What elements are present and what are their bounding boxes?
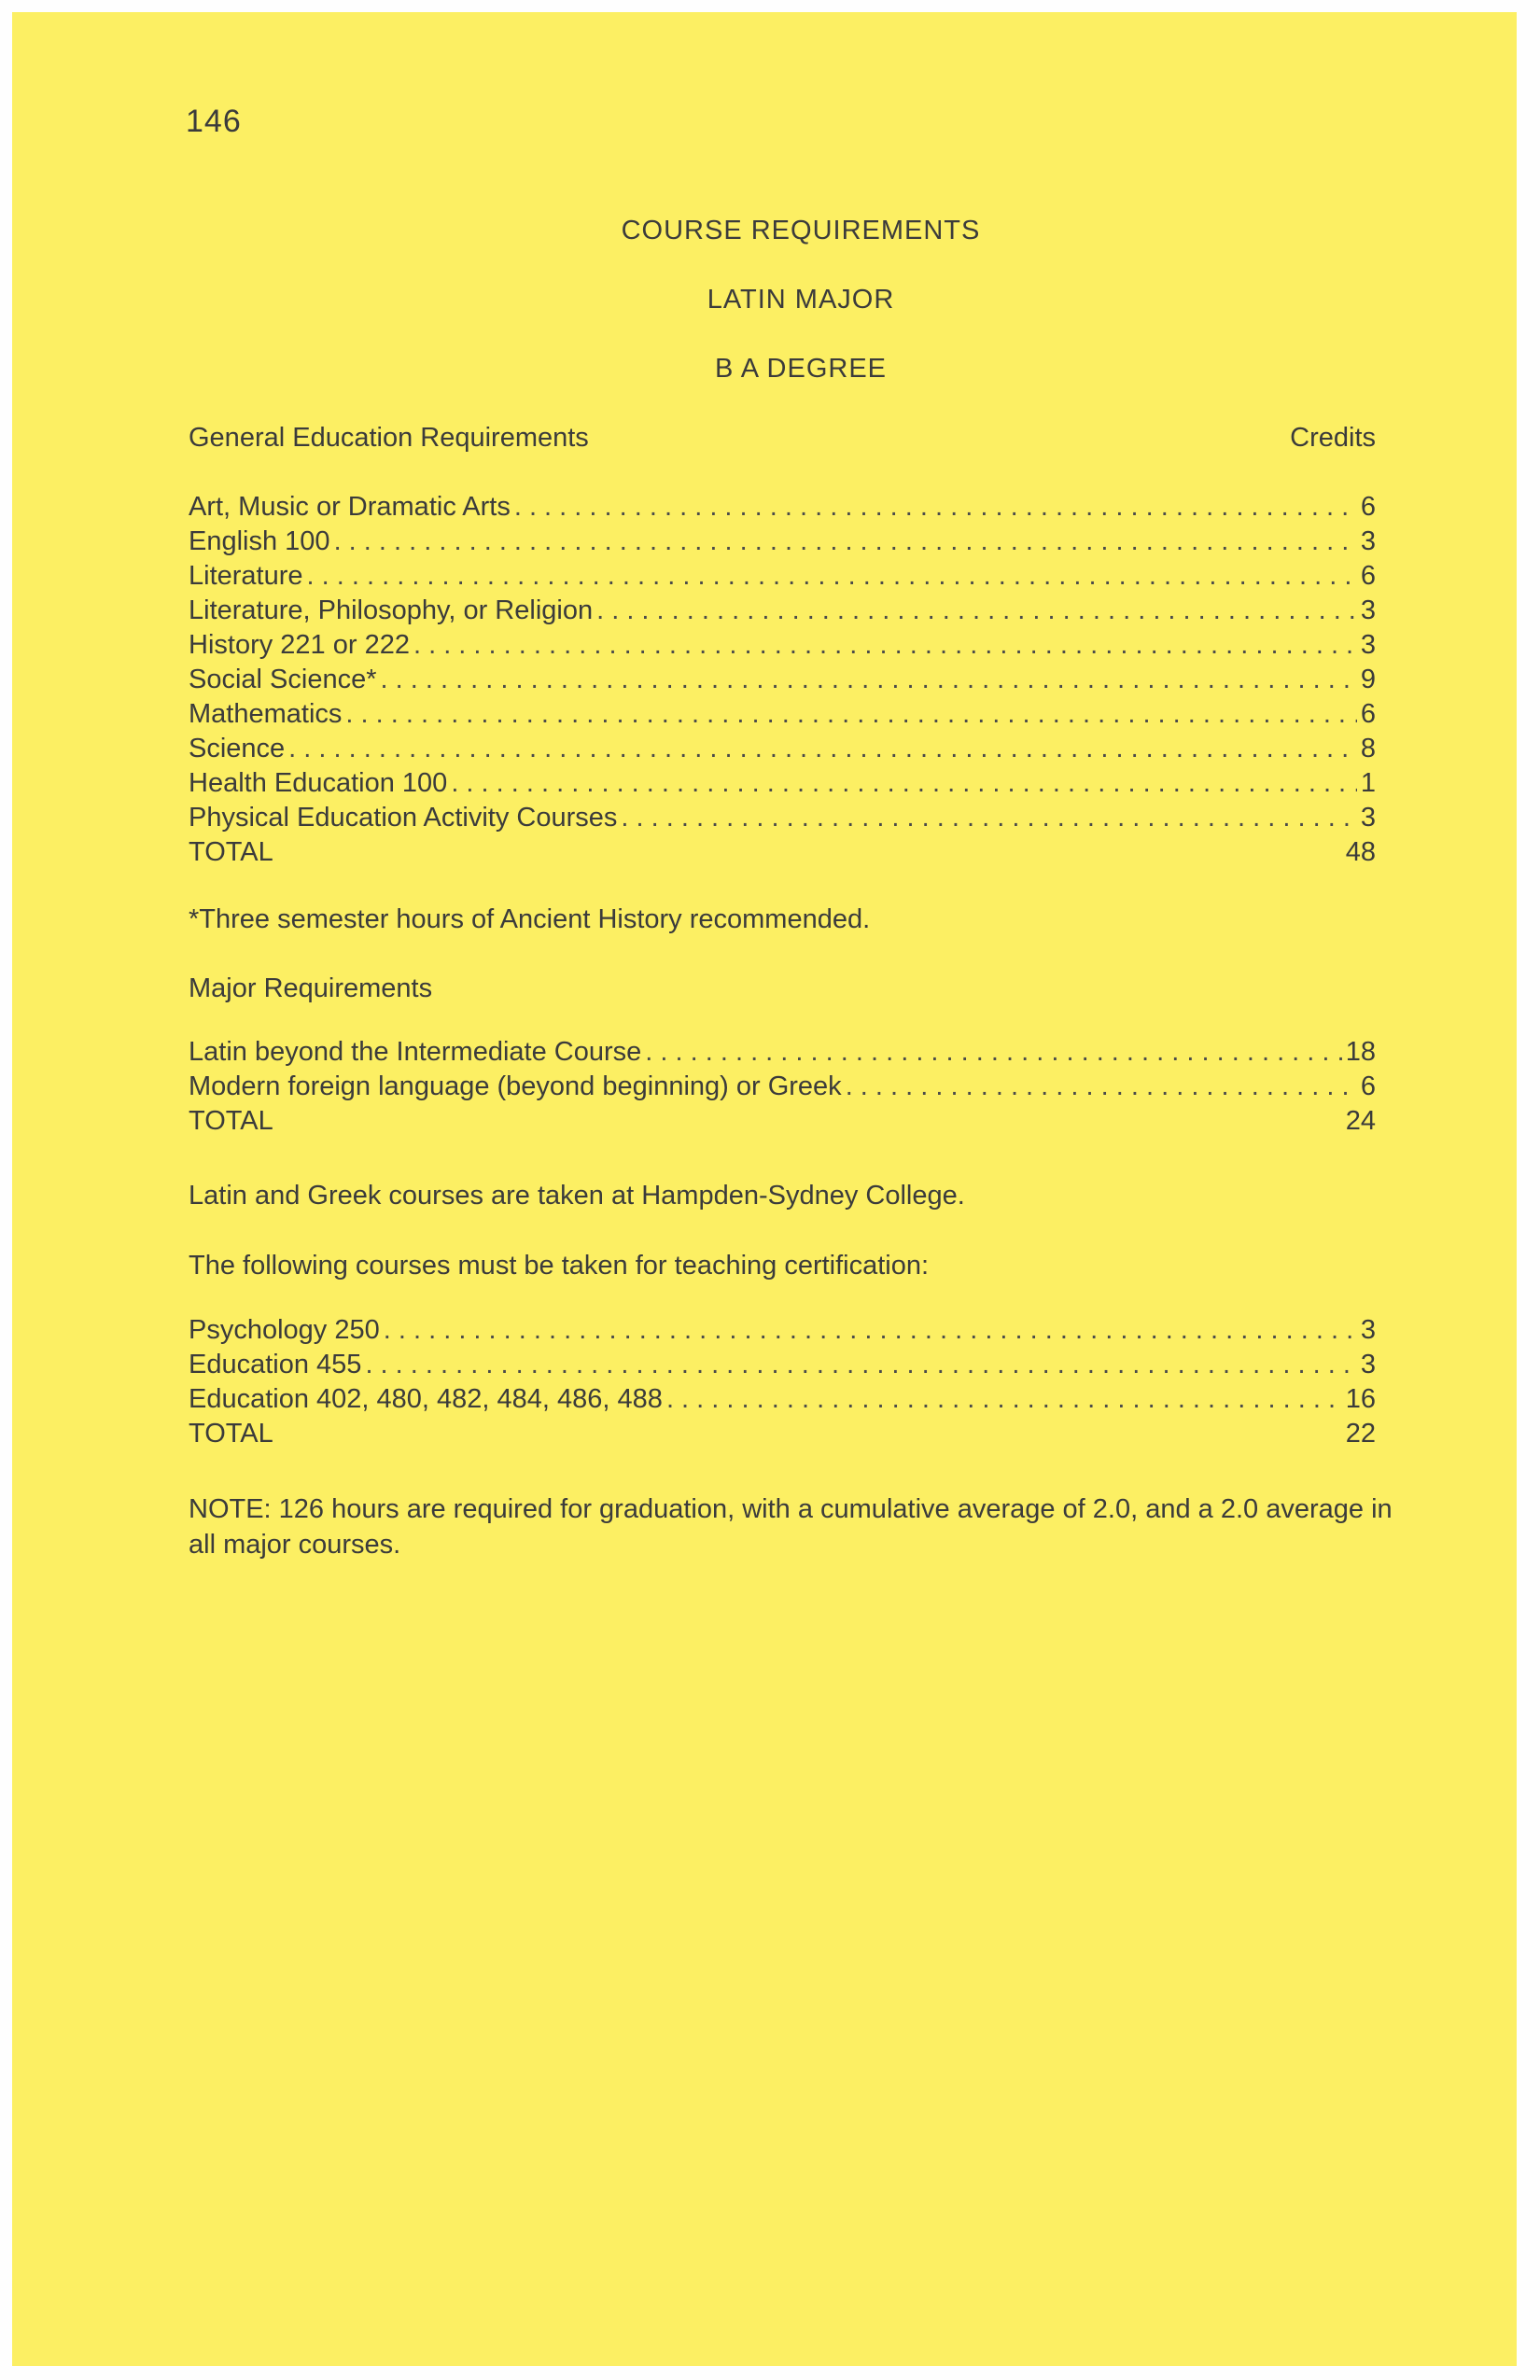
list-item: Literature, Philosophy, or Religion . . . 3 <box>189 594 1376 628</box>
major-requirements-heading: Major Requirements <box>189 973 433 1003</box>
major-total-row: TOTAL 24 <box>189 1106 1376 1136</box>
degree-title: B A DEGREE <box>714 354 888 384</box>
list-item: Literature . . . 6 <box>189 559 1376 594</box>
certification-total-row: TOTAL 22 <box>189 1419 1376 1449</box>
list-item: Education 402, 480, 482, 484, 486, 488 . . . 16 <box>189 1382 1376 1417</box>
list-item: Art, Music or Dramatic Arts . . . 6 <box>189 490 1376 525</box>
certification-intro: The following courses must be taken for teaching certification: <box>189 1251 930 1281</box>
list-item: Mathematics . . . 6 <box>189 697 1376 732</box>
graduation-note: NOTE: 126 hours are required for graduation, with a cumulative average of 2.0, and a 2.0 average in all major courses. <box>189 1494 1393 1560</box>
page-title: COURSE REQUIREMENTS <box>621 216 981 245</box>
general-total-row: TOTAL 48 <box>189 837 1376 867</box>
list-item: Social Science* . . . 9 <box>189 663 1376 697</box>
catalog-page <box>12 12 1517 2366</box>
general-requirements-header <box>189 423 1376 460</box>
footnote: *Three semester hours of Ancient History recommended. <box>189 904 871 934</box>
list-item: Physical Education Activity Courses . . . 3 <box>189 801 1376 835</box>
major-title: LATIN MAJOR <box>707 285 895 315</box>
hampden-sydney-note: Latin and Greek courses are taken at Hampden-Sydney College. <box>189 1181 965 1211</box>
general-requirements-heading: General Education Requirements <box>189 423 589 453</box>
certification-list <box>189 1313 1376 1451</box>
general-requirements-list <box>189 490 1376 870</box>
page-number: 146 <box>186 104 242 139</box>
major-requirements-list <box>189 1035 1376 1139</box>
list-item: Science . . . 8 <box>189 732 1376 766</box>
list-item: History 221 or 222 . . . 3 <box>189 628 1376 663</box>
list-item: Modern foreign language (beyond beginning) or Greek . . . 6 <box>189 1070 1376 1104</box>
credits-heading: Credits <box>1290 423 1376 453</box>
list-item: Education 455 . . . 3 <box>189 1348 1376 1382</box>
list-item: Health Education 100 . . . 1 <box>189 766 1376 801</box>
list-item: Psychology 250 . . . 3 <box>189 1313 1376 1348</box>
list-item: Latin beyond the Intermediate Course . . . 18 <box>189 1035 1376 1070</box>
list-item: English 100 . . . 3 <box>189 525 1376 559</box>
